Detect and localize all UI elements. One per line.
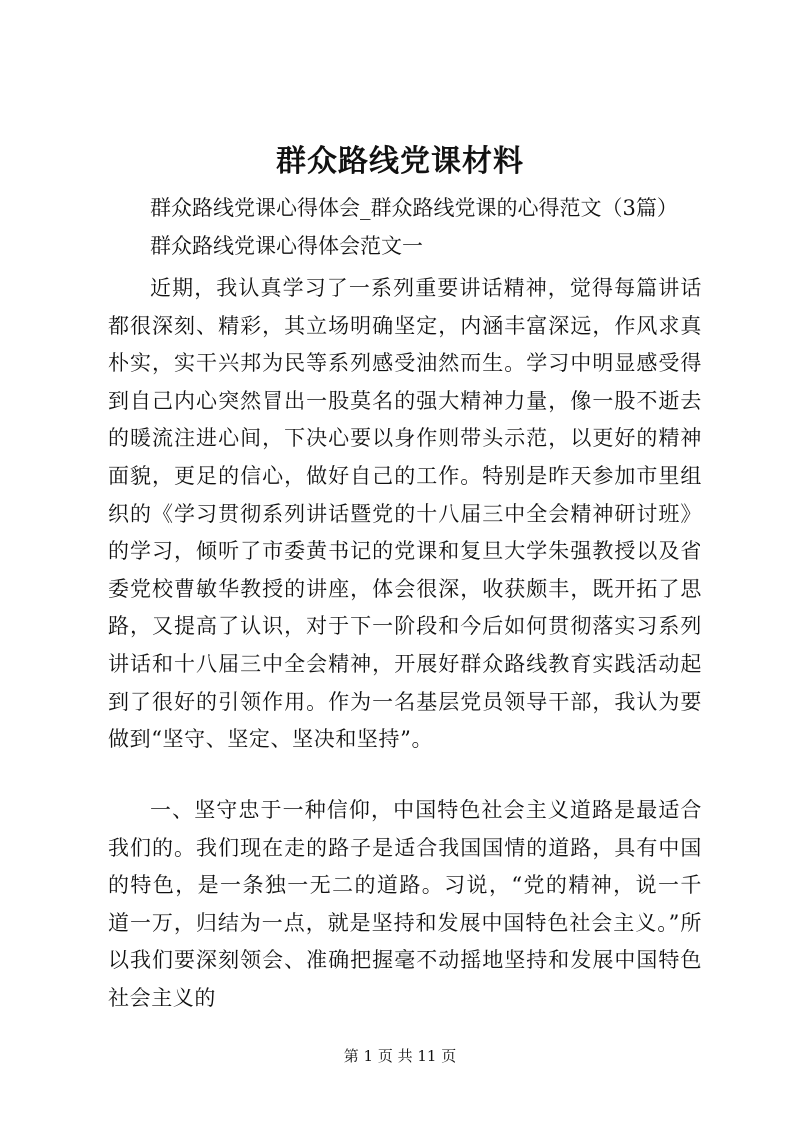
body-paragraph: 近期，我认真学习了一系列重要讲话精神，觉得每篇讲话都很深刻、精彩，其立场明确坚定，内涵丰富深远，作风求真朴实，实干兴邦为民等系列感受油然而生。学习中明显感受得到自己内心突然冒出一股莫名的强大精神力量，像一股不逝去的暖流注进心间，下决心要以身作则带头示范，以更好的精神面貌，更足的信心，做好自己的工作。特别是昨天参加市里组织的《学习贯彻系列讲话暨党的十八届三中全会精神研讨班》的学习，倾听了市委黄书记的党课和复旦大学朱强教授以及省委党校曹敏华教授的讲座，体会很深，收获颇丰，既开拓了思路，又提高了认识，对于下一阶段和今后如何贯彻落实习系列讲话和十八届三中全会精神，开展好群众路线教育实践活动起到了很好的引领作用。作为一名基层党员领导干部，我认为要做到“坚守、坚定、坚决和坚持”。 <box>108 276 702 752</box>
body-paragraph: 一、坚守忠于一种信仰，中国特色社会主义道路是最适合我们的。我们现在走的路子是适合我国国情的道路，具有中国的特色，是一条独一无二的道路。习说，“党的精神，说一千道一万，归结为一点，就是坚持和发展中国特色社会主义。”所以我们要深刻领会、准确把握毫不动摇地坚持和发展中国特色社会主义的 <box>108 798 702 1010</box>
section-heading: 群众路线党课心得体会范文一 <box>150 234 423 258</box>
document-subtitle: 群众路线党课心得体会_群众路线党课的心得范文（3篇） <box>150 196 678 220</box>
document-title: 群众路线党课材料 <box>276 144 524 179</box>
page-footer: 第 1 页 共 11 页 <box>343 1047 457 1065</box>
